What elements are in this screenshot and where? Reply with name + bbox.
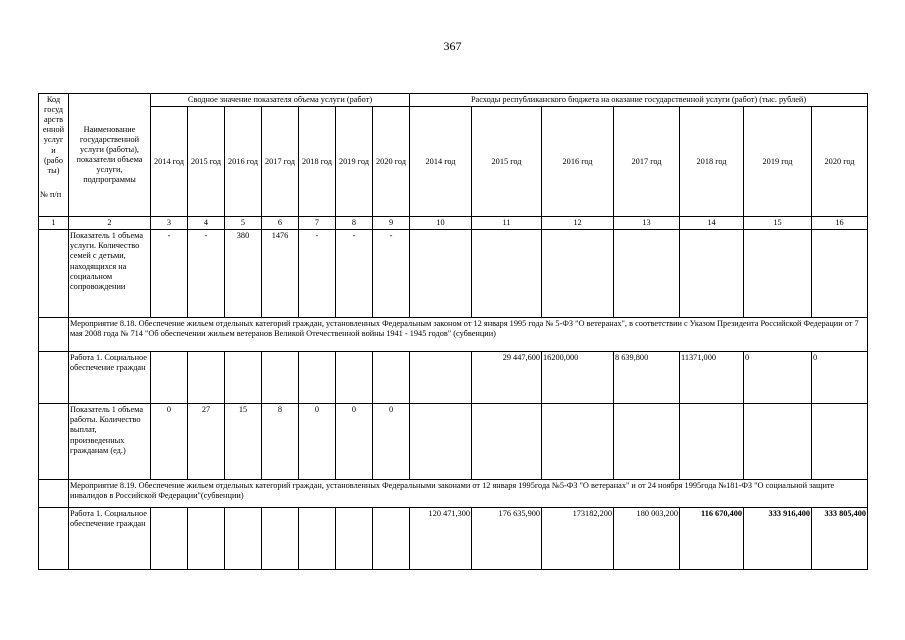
summary-value-cell	[262, 352, 299, 404]
column-number: 13	[614, 217, 680, 230]
header-code	[39, 94, 69, 217]
header-year-expenses: 2020 год	[812, 107, 868, 217]
expense-value-cell: 176 635,900	[472, 508, 542, 570]
header-year-summary: 2017 год	[262, 107, 299, 217]
column-number: 5	[225, 217, 262, 230]
expense-value-cell	[472, 230, 542, 318]
header-year-summary: 2018 год	[299, 107, 336, 217]
summary-value-cell: -	[151, 230, 188, 318]
expense-value-cell: 333 805,400	[812, 508, 868, 570]
header-year-summary: 2016 год	[225, 107, 262, 217]
summary-value-cell	[373, 508, 410, 570]
expense-value-cell: 16200,000	[542, 352, 614, 404]
expense-value-cell	[744, 404, 812, 480]
column-number: 4	[188, 217, 225, 230]
expense-value-cell	[680, 230, 744, 318]
column-number: 8	[336, 217, 373, 230]
header-group-summary: Сводное значение показателя объема услуги (работ)	[151, 94, 410, 107]
expense-value-cell	[410, 352, 472, 404]
column-number: 3	[151, 217, 188, 230]
summary-value-cell	[373, 352, 410, 404]
summary-value-cell: 380	[225, 230, 262, 318]
expense-value-cell: 0	[812, 352, 868, 404]
column-number: 7	[299, 217, 336, 230]
row-code-cell	[39, 508, 69, 570]
expense-value-cell: 29 447,600	[472, 352, 542, 404]
summary-value-cell: 27	[188, 404, 225, 480]
expense-value-cell: 173182,200	[542, 508, 614, 570]
expense-value-cell	[614, 230, 680, 318]
header-code-part: (рабо	[44, 155, 63, 165]
summary-value-cell: -	[373, 230, 410, 318]
summary-value-cell: -	[299, 230, 336, 318]
expense-value-cell: 116 670,400	[680, 508, 744, 570]
expense-value-cell	[744, 230, 812, 318]
column-number: 14	[680, 217, 744, 230]
event-row-text: Мероприятие 8.18. Обеспечение жильем отдельных категорий граждан, установленных Федеральным законом от 12 января 1995 года № 5-ФЗ "О ветеранах", в соответствии с Указом Президента Российской Федерации от 7 мая 2008 года № 714 "Об обеспечении жильем ветеранов Великой Отечественной войны 1941 - 1945 годов" (субвенции)	[69, 318, 868, 352]
expense-value-cell	[812, 404, 868, 480]
summary-value-cell	[151, 352, 188, 404]
page-number: 367	[443, 39, 462, 53]
row-name: Работа 1. Социальное обеспечение граждан	[69, 508, 151, 570]
header-code-part: и	[51, 145, 56, 155]
expense-value-cell	[812, 230, 868, 318]
expense-value-cell: 0	[744, 352, 812, 404]
summary-value-cell: 0	[151, 404, 188, 480]
column-number: 6	[262, 217, 299, 230]
column-number: 9	[373, 217, 410, 230]
expense-value-cell	[472, 404, 542, 480]
header-year-summary: 2019 год	[336, 107, 373, 217]
expense-value-cell	[410, 404, 472, 480]
summary-value-cell	[188, 508, 225, 570]
expense-value-cell: 11371,000	[680, 352, 744, 404]
row-code-cell	[39, 230, 69, 318]
summary-value-cell	[336, 508, 373, 570]
summary-value-cell: 1476	[262, 230, 299, 318]
summary-value-cell	[299, 352, 336, 404]
header-code-part: арств	[43, 115, 64, 125]
summary-value-cell: 0	[299, 404, 336, 480]
row-name: Показатель 1 объема услуги. Количество семей с детьми, находящихся на социальном сопровождении	[69, 230, 151, 318]
row-code-cell	[39, 318, 69, 352]
expense-value-cell	[542, 404, 614, 480]
summary-value-cell	[225, 508, 262, 570]
header-year-expenses: 2014 год	[410, 107, 472, 217]
row-name: Работа 1. Социальное обеспечение граждан	[69, 352, 151, 404]
header-code-part: Код	[46, 95, 61, 104]
column-number: 12	[542, 217, 614, 230]
column-number: 16	[812, 217, 868, 230]
summary-value-cell: 0	[336, 404, 373, 480]
row-name: Показатель 1 объема работы. Количество выплат, произведенных гражданам (ед.)	[69, 404, 151, 480]
row-code-cell	[39, 352, 69, 404]
summary-value-cell	[151, 508, 188, 570]
summary-value-cell	[262, 508, 299, 570]
expense-value-cell: 120 471,300	[410, 508, 472, 570]
header-year-summary: 2015 год	[188, 107, 225, 217]
event-row-text: Мероприятие 8.19. Обеспечение жильем отдельных категорий граждан, установленных Федеральными законами от 12 января 1995года №5-ФЗ "О ветеранах" и от 24 ноября 1995года №181-ФЗ "О социальной защите инвалидов в Российской Федерации"(субвенции)	[69, 480, 868, 508]
expense-value-cell: 8 639,800	[614, 352, 680, 404]
row-code-cell	[39, 480, 69, 508]
header-group-expenses: Расходы республиканского бюджета на оказание государственной услуги (работ) (тыс. рублей)	[410, 94, 868, 107]
summary-value-cell: 8	[262, 404, 299, 480]
header-code-num: № п/п	[40, 189, 62, 199]
expense-value-cell	[542, 230, 614, 318]
header-year-expenses: 2016 год	[542, 107, 614, 217]
summary-value-cell	[299, 508, 336, 570]
header-name: Наименование государственной услуги (работы), показатели объема услуги, подпрограммы	[69, 94, 151, 217]
summary-value-cell	[336, 352, 373, 404]
expense-value-cell	[614, 404, 680, 480]
summary-value-cell: -	[188, 230, 225, 318]
column-number: 15	[744, 217, 812, 230]
header-year-expenses: 2018 год	[680, 107, 744, 217]
column-number: 10	[410, 217, 472, 230]
summary-value-cell: -	[336, 230, 373, 318]
header-year-summary: 2020 год	[373, 107, 410, 217]
expense-value-cell: 180 003,200	[614, 508, 680, 570]
summary-value-cell: 15	[225, 404, 262, 480]
header-year-expenses: 2015 год	[472, 107, 542, 217]
summary-value-cell	[225, 352, 262, 404]
expense-value-cell: 333 916,400	[744, 508, 812, 570]
header-code-part: госуд	[44, 105, 63, 115]
header-year-summary: 2014 год	[151, 107, 188, 217]
column-number: 11	[472, 217, 542, 230]
expense-value-cell	[410, 230, 472, 318]
budget-table	[38, 93, 868, 570]
header-year-expenses: 2017 год	[614, 107, 680, 217]
column-number: 2	[69, 217, 151, 230]
header-year-expenses: 2019 год	[744, 107, 812, 217]
row-code-cell	[39, 404, 69, 480]
header-code-part: ты)	[47, 165, 60, 175]
column-number: 1	[39, 217, 69, 230]
summary-value-cell	[188, 352, 225, 404]
expense-value-cell	[680, 404, 744, 480]
header-code-part: услуг	[43, 135, 64, 145]
header-code-part: енной	[42, 125, 65, 135]
summary-value-cell: 0	[373, 404, 410, 480]
